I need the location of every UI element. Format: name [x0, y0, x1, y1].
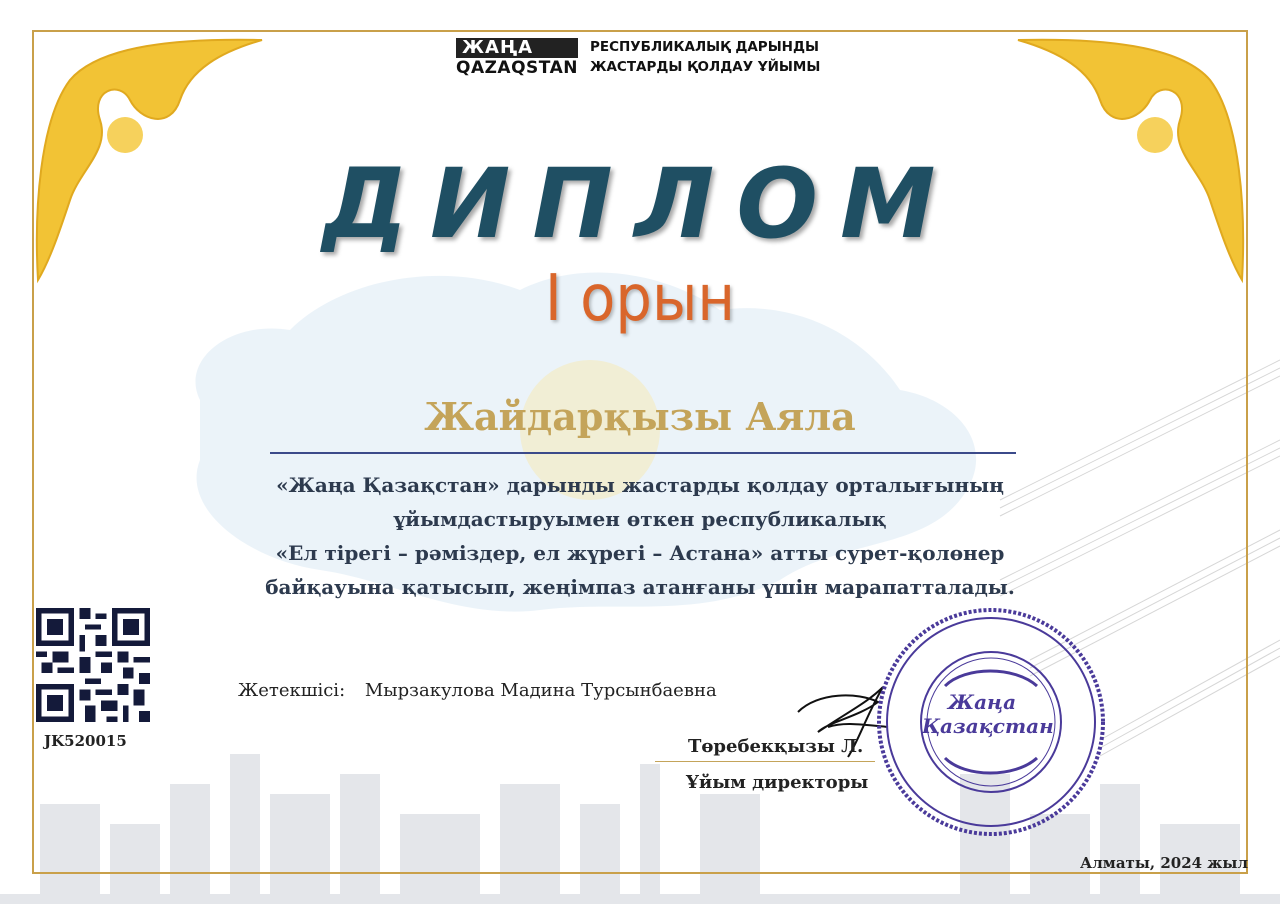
name-underline — [270, 452, 1016, 454]
logo-bottom-text: QAZAQSTAN — [456, 57, 578, 78]
org-line-1: РЕСПУБЛИКАЛЫҚ ДАРЫНДЫ — [589, 39, 819, 55]
supervisor-label: Жетекшісі: — [238, 680, 346, 701]
org-line-2: ЖАСТАРДЫ ҚОЛДАУ ҰЙЫМЫ — [589, 59, 821, 75]
logo-top-text: ЖАҢА — [456, 38, 578, 58]
diploma-title: ДИПЛОМ — [322, 148, 958, 260]
qr-code — [36, 608, 150, 722]
description-line-1: «Жаңа Қазақстан» дарынды жастарды қолдау орталығының — [276, 473, 1004, 497]
signer-name: Төребекқызы Л. — [688, 736, 864, 757]
stamp-center-text — [922, 690, 1054, 738]
stamp-line-1: Жаңа — [947, 690, 1017, 714]
description-line-3: «Ел тірегі – рәміздер, ел жүрегі – Астана» атты сурет-қолөнер — [275, 541, 1005, 565]
stamp-line-2: Қазақстан — [922, 714, 1054, 738]
recipient-name: Жайдарқызы Аяла — [424, 394, 856, 439]
description-line-2: ұйымдастыруымен өткен республикалық — [393, 507, 887, 531]
signature-line — [655, 761, 875, 762]
organization-name — [590, 37, 820, 77]
signer-position: Ұйым директоры — [686, 772, 869, 793]
header — [456, 37, 820, 77]
certificate-code: JK520015 — [44, 732, 127, 750]
place-award: І орын — [544, 262, 736, 336]
city-year: Алматы, 2024 жыл — [1080, 854, 1249, 872]
zhana-qazaqstan-logo — [456, 38, 578, 77]
description-line-4: байқауына қатысып, жеңімпаз атанғаны үшін марапатталады. — [265, 575, 1015, 599]
supervisor-line — [238, 680, 731, 701]
supervisor-name: Мырзакулова Мадина Турсынбаевна — [364, 680, 717, 701]
award-description — [230, 468, 1050, 604]
